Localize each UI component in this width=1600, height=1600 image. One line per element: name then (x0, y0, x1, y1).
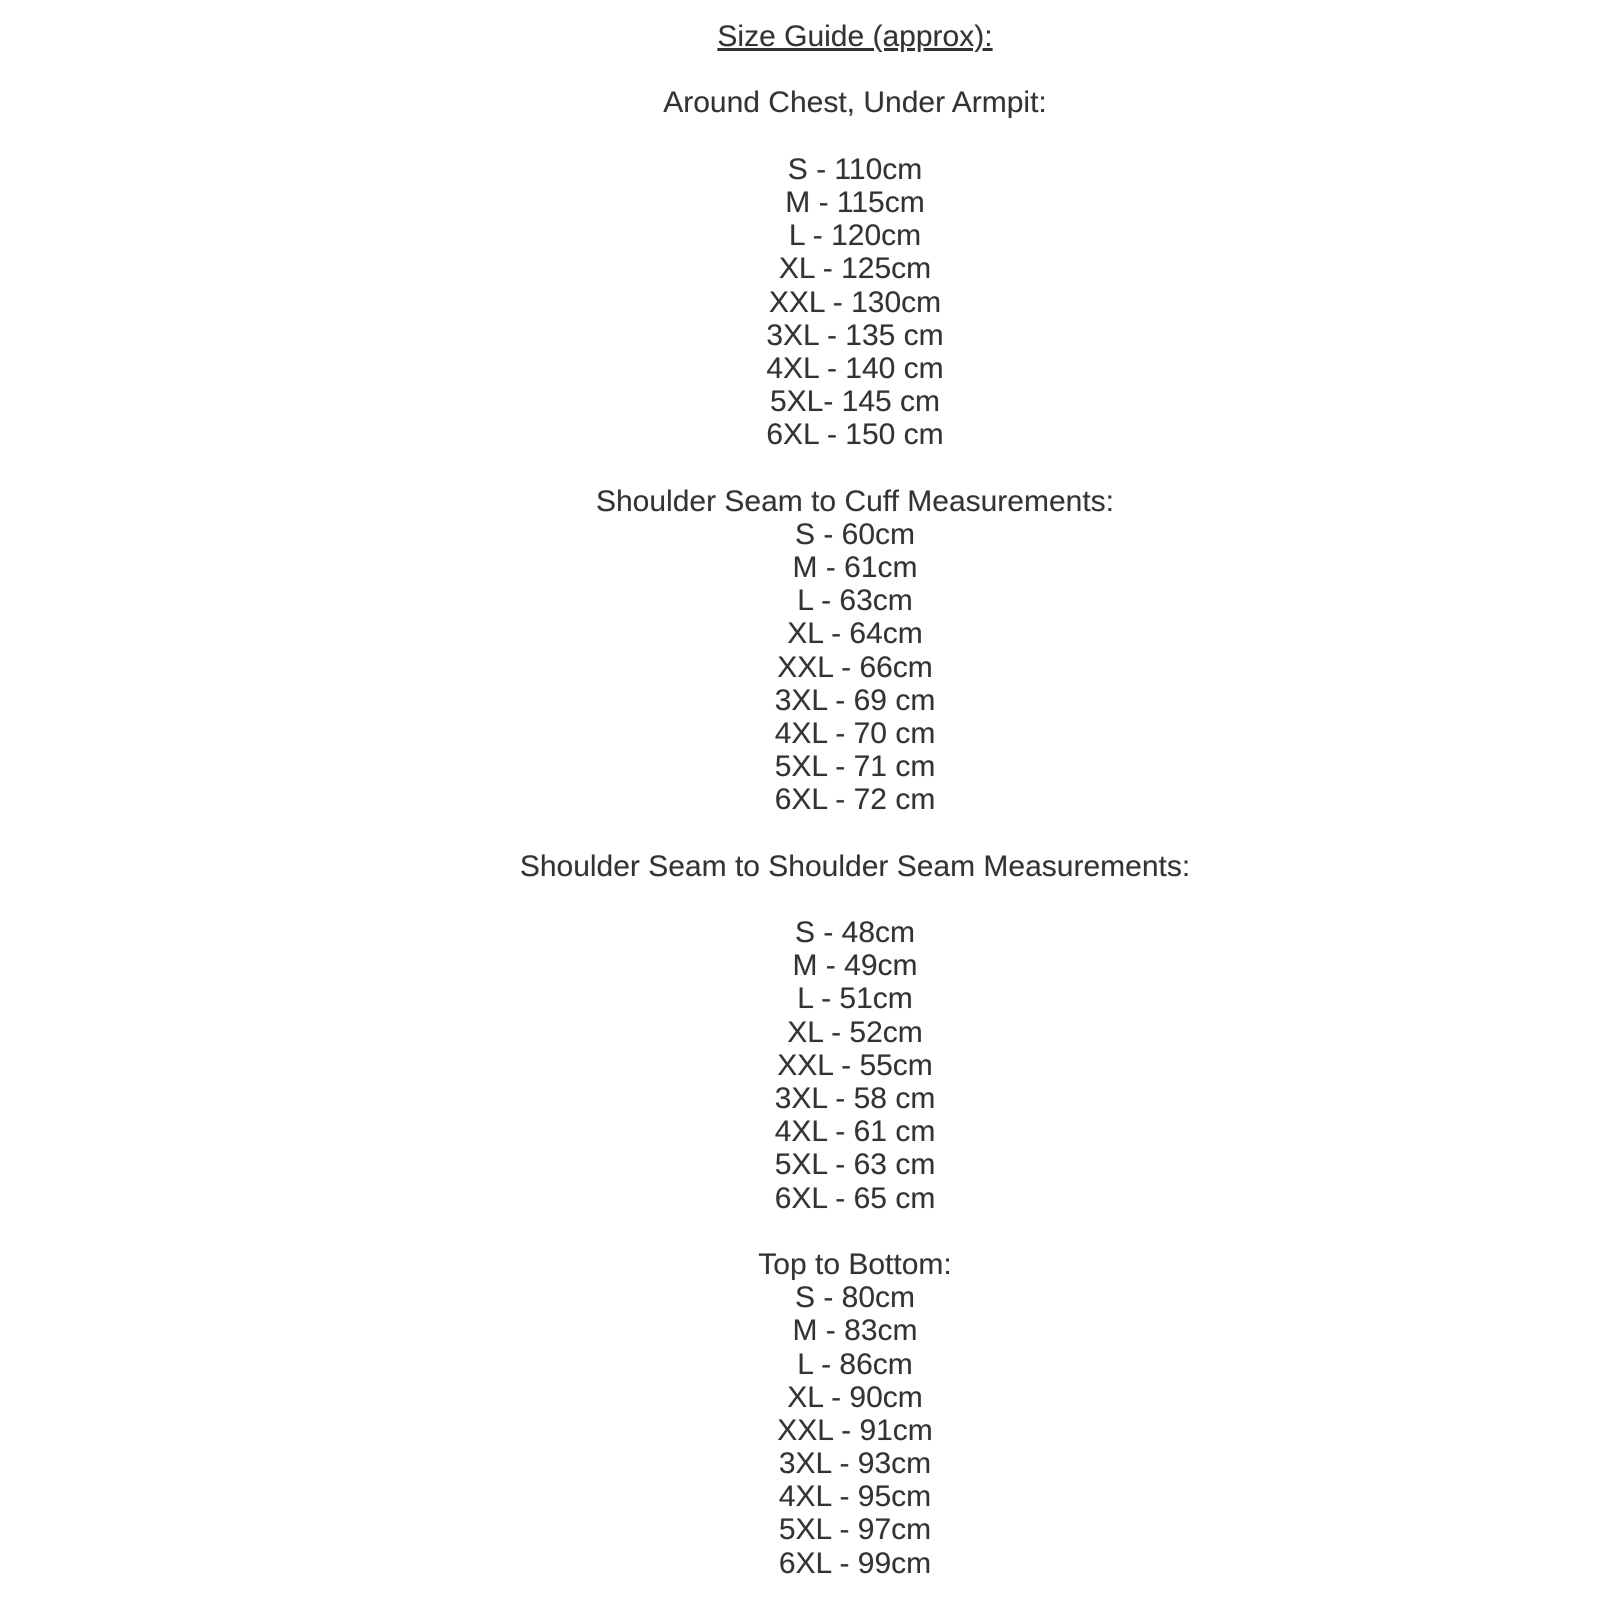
blank-line (110, 120, 1600, 153)
size-row: S - 110cm (787, 152, 923, 186)
size-row: XL - 52cm (787, 1015, 923, 1049)
section-heading: Top to Bottom: (758, 1247, 952, 1281)
size-row: 4XL - 70 cm (774, 716, 936, 750)
blank-line (110, 883, 1600, 916)
size-guide-document (110, 0, 1600, 1580)
size-row: L - 63cm (797, 584, 913, 618)
size-row: 3XL - 58 cm (774, 1082, 936, 1115)
size-row: 5XL - 97cm (778, 1513, 932, 1547)
size-row: S - 48cm (794, 916, 916, 950)
size-guide-sections (110, 53, 1600, 1580)
size-row: M - 83cm (792, 1314, 918, 1348)
size-row: 5XL- 145 cm (769, 385, 941, 419)
size-row: L - 120cm (788, 219, 922, 253)
size-row: XXL - 55cm (777, 1048, 933, 1082)
size-row: 4XL - 95cm (778, 1480, 932, 1514)
blank-line (110, 451, 1600, 484)
size-section (110, 485, 1600, 817)
size-row: S - 80cm (794, 1281, 916, 1315)
blank-line (110, 1215, 1600, 1248)
size-row: 6XL - 65 cm (774, 1181, 936, 1215)
size-row: M - 61cm (792, 551, 918, 584)
size-row: XXL - 66cm (777, 650, 933, 684)
size-row: 4XL - 140 cm (766, 351, 944, 385)
section-heading: Shoulder Seam to Cuff Measurements: (595, 484, 1115, 518)
size-row: XL - 125cm (778, 252, 932, 286)
blank-line (110, 817, 1600, 850)
size-row: 3XL - 135 cm (766, 318, 944, 352)
size-row: 5XL - 63 cm (774, 1148, 936, 1182)
size-guide-title: Size Guide (approx): (717, 20, 993, 53)
size-row: XL - 64cm (787, 617, 923, 651)
section-heading: Shoulder Seam to Shoulder Seam Measurements: (519, 849, 1191, 883)
size-row: XXL - 130cm (768, 285, 942, 319)
size-row: 3XL - 93cm (778, 1447, 932, 1481)
size-row: 6XL - 150 cm (766, 418, 944, 452)
size-row: 6XL - 72 cm (774, 783, 936, 817)
size-row: 5XL - 71 cm (774, 750, 936, 784)
size-section (110, 86, 1600, 451)
blank-line (110, 53, 1600, 86)
size-row: M - 115cm (785, 185, 925, 219)
size-section (110, 1248, 1600, 1580)
size-section (110, 850, 1600, 1215)
size-row: L - 86cm (797, 1347, 913, 1381)
size-row: M - 49cm (792, 949, 918, 983)
size-row: S - 60cm (794, 517, 916, 551)
size-row: 3XL - 69 cm (774, 683, 936, 717)
size-row: 6XL - 99cm (778, 1546, 932, 1580)
size-row: XL - 90cm (787, 1380, 923, 1414)
section-heading: Around Chest, Under Armpit: (663, 86, 1047, 120)
size-row: XXL - 91cm (777, 1413, 933, 1447)
size-row: 4XL - 61 cm (774, 1115, 936, 1149)
size-row: L - 51cm (797, 982, 913, 1016)
